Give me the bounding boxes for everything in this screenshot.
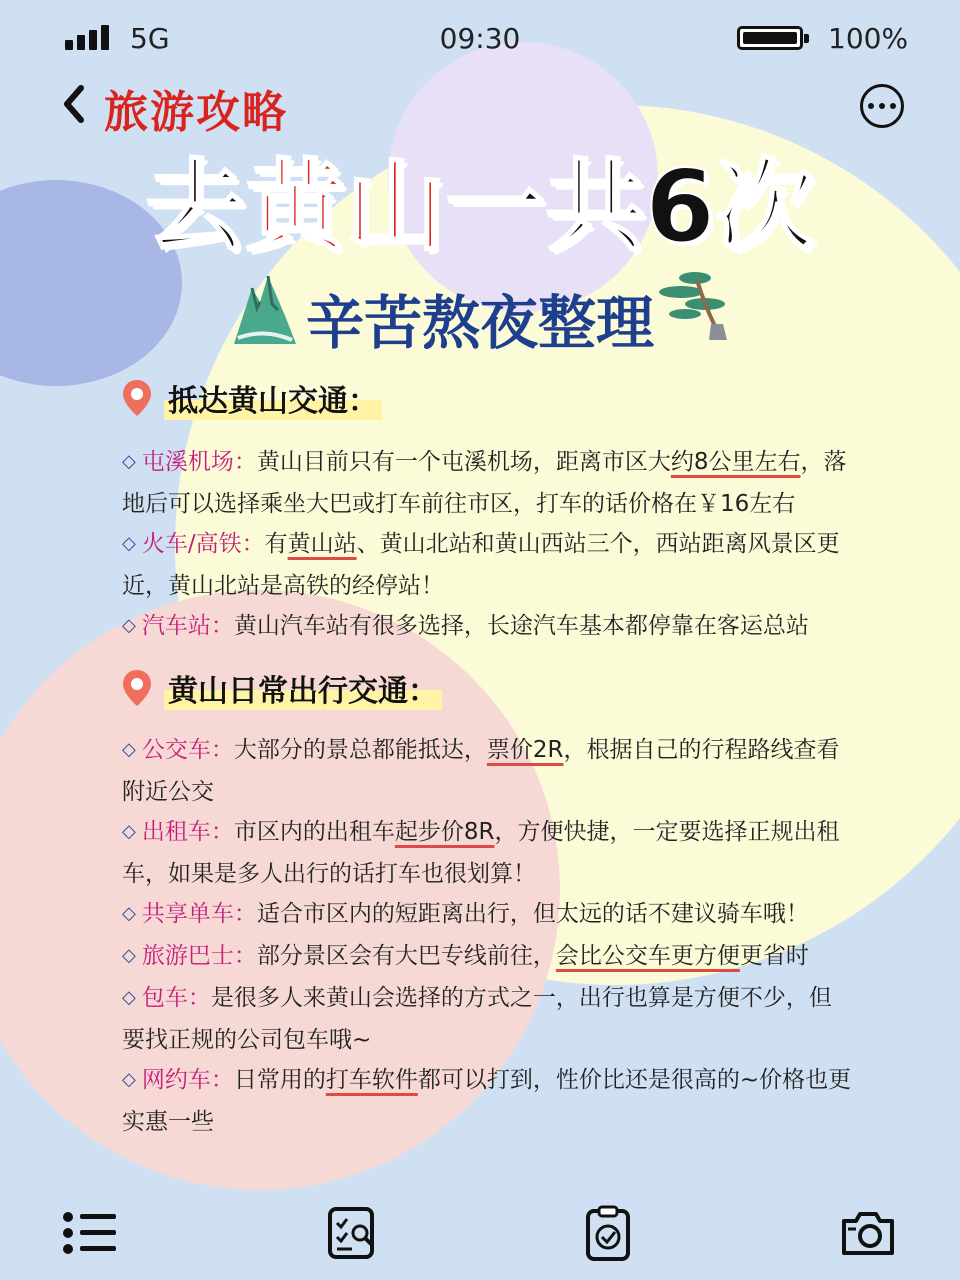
diamond-bullet-icon: ◇ <box>122 739 136 760</box>
item-label: 出租车： <box>141 819 234 845</box>
list-item <box>122 1060 852 1142</box>
camera-icon <box>838 1205 898 1261</box>
diamond-bullet-icon: ◇ <box>122 533 136 554</box>
item-label: 汽车站： <box>141 613 234 639</box>
page-title: 旅游攻略 <box>104 87 288 138</box>
tab-camera[interactable] <box>838 1205 898 1261</box>
item-text: 有 <box>264 531 288 557</box>
item-highlight: 会比公交车更方便 <box>555 943 740 969</box>
list-item <box>122 442 852 524</box>
network-type: 5G <box>130 22 170 55</box>
item-label: 包车： <box>141 985 211 1011</box>
section-heading-daily <box>120 666 442 710</box>
item-highlight: 票价2R <box>486 737 564 763</box>
clipboard-check-icon <box>578 1205 638 1261</box>
item-text: 是很多人来黄山会选择的方式之一，出行也算是方便不少，但要找正规的公司包车哦~ <box>122 985 832 1053</box>
list-item <box>122 730 852 812</box>
item-highlight: 黄山站 <box>287 531 357 557</box>
headline-part1: 去 <box>145 148 246 265</box>
more-button[interactable] <box>860 84 904 128</box>
list-item <box>122 894 852 936</box>
diamond-bullet-icon: ◇ <box>122 903 136 924</box>
bottom-tab-bar <box>0 1195 960 1265</box>
item-label: 公交车： <box>141 737 234 763</box>
item-text: 都可以打到，性价比还是很高的~价格也更实惠一些 <box>122 1067 852 1135</box>
item-text: 日常用的 <box>233 1067 326 1093</box>
headline <box>0 142 960 272</box>
item-text: 黄山汽车站有很多选择，长途汽车基本都停靠在客运总站 <box>233 613 809 639</box>
item-highlight: 约8公里左右 <box>670 449 801 475</box>
item-text: ，根据自己的行程路线查看附近公交 <box>122 737 840 805</box>
item-label: 网约车： <box>141 1067 234 1093</box>
item-label: 共享单车： <box>141 901 257 927</box>
diamond-bullet-icon: ◇ <box>122 821 136 842</box>
item-text: ，方便快捷，一定要选择正规出租车，如果是多人出行的话打车也很划算！ <box>122 819 840 887</box>
back-button[interactable] <box>55 82 95 126</box>
diamond-bullet-icon: ◇ <box>122 987 136 1008</box>
list-item <box>122 606 852 648</box>
diamond-bullet-icon: ◇ <box>122 615 136 636</box>
battery-icon <box>737 26 803 50</box>
list-item <box>122 936 852 978</box>
battery-percent: 100% <box>828 22 909 55</box>
section-heading-text: 抵达黄山交通： <box>164 376 382 420</box>
item-text: 大部分的景总都能抵达， <box>233 737 487 763</box>
location-pin-icon <box>120 378 154 418</box>
chevron-left-icon <box>55 82 95 126</box>
diamond-bullet-icon: ◇ <box>122 451 136 472</box>
item-text: ，落地后可以选择乘坐大巴或打车前往市区，打车的话价格在￥16左右 <box>122 449 847 517</box>
pine-tree-icon <box>655 266 735 342</box>
more-dot <box>879 103 885 109</box>
diamond-bullet-icon: ◇ <box>122 1069 136 1090</box>
more-horizontal-icon <box>868 103 874 109</box>
subtitle: 辛苦熬夜整理 <box>305 289 654 357</box>
item-highlight: 起步价8R <box>394 819 495 845</box>
item-text: 适合市区内的短距离出行，但太远的话不建议骑车哦！ <box>256 901 809 927</box>
item-highlight: 打车软件 <box>325 1067 418 1093</box>
status-time: 09:30 <box>439 22 521 55</box>
section-daily-list <box>122 730 852 1142</box>
item-label: 旅游巴士： <box>141 943 257 969</box>
headline-highlight: 黄山 <box>245 148 446 265</box>
location-pin-icon <box>120 668 154 708</box>
tab-list[interactable] <box>60 1205 120 1261</box>
item-text: 黄山目前只有一个屯溪机场，距离市区大 <box>256 449 671 475</box>
more-dot <box>890 103 896 109</box>
section-heading-arrival <box>120 376 382 420</box>
list-item <box>122 524 852 606</box>
item-label: 屯溪机场： <box>141 449 257 475</box>
item-text: 更省时 <box>739 943 809 969</box>
item-label: 火车/高铁： <box>141 531 265 557</box>
section-heading-text: 黄山日常出行交通： <box>164 666 442 710</box>
diamond-bullet-icon: ◇ <box>122 945 136 966</box>
item-text: 市区内的出租车 <box>233 819 395 845</box>
section-arrival-list <box>122 442 852 648</box>
tab-search[interactable] <box>322 1205 382 1261</box>
status-bar <box>0 20 960 60</box>
headline-part3: 一共6次 <box>445 148 815 265</box>
item-text: 部分景区会有大巴专线前往， <box>256 943 556 969</box>
tab-clipboard[interactable] <box>578 1205 638 1261</box>
list-icon <box>60 1205 120 1261</box>
list-item <box>122 978 852 1060</box>
list-item <box>122 812 852 894</box>
search-document-icon <box>322 1205 382 1261</box>
item-text: 、黄山北站和黄山西站三个，西站距离风景区更近，黄山北站是高铁的经停站！ <box>122 531 840 599</box>
